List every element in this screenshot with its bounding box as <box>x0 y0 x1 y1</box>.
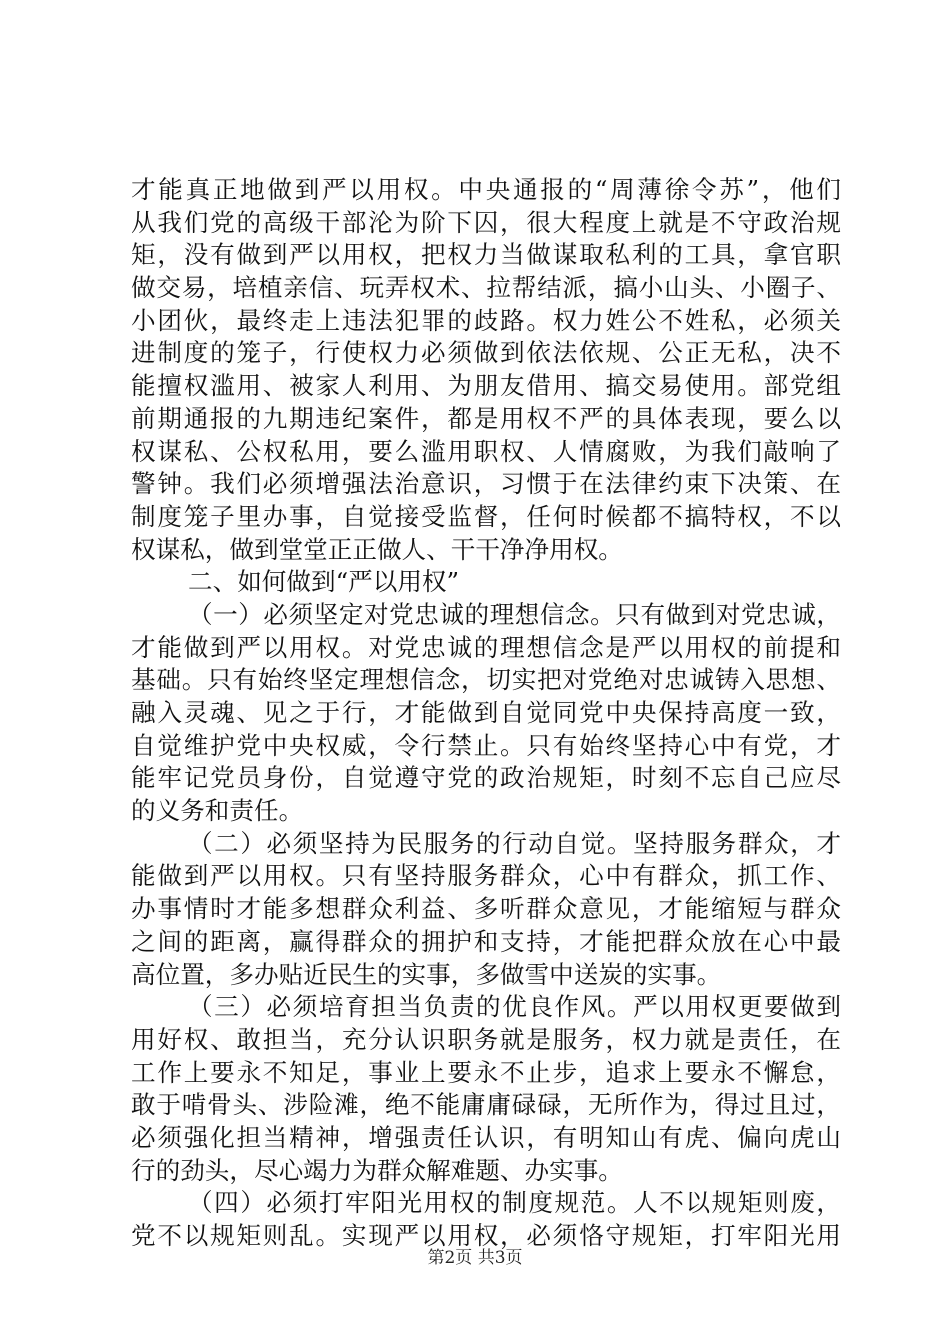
text-line: 必须强化担当精神，增强责任认识，有明知山有虎、偏向虎山 <box>131 1122 841 1152</box>
text-line: 之间的距离，赢得群众的拥护和支持，才能把群众放在心中最 <box>131 926 841 956</box>
text-line: 办事情时才能多想群众利益、多听群众意见，才能缩短与群众 <box>131 894 841 924</box>
text-line: 权谋私、公权私用，要么滥用职权、人情腐败，为我们敲响了 <box>131 436 841 466</box>
text-line: 前期通报的九期违纪案件，都是用权不严的具体表现，要么以 <box>131 403 841 433</box>
text-line: 工作上要永不知足，事业上要永不止步，追求上要永不懈怠， <box>131 1057 841 1087</box>
text-line: （二）必须坚持为民服务的行动自觉。坚持服务群众，才 <box>188 828 841 858</box>
document-body <box>131 174 841 1253</box>
text-line: （一）必须坚定对党忠诚的理想信念。只有做到对党忠诚， <box>188 599 841 629</box>
text-line: 能做到严以用权。只有坚持服务群众，心中有群众，抓工作、 <box>131 861 841 891</box>
text-line: 能牢记党员身份，自觉遵守党的政治规矩，时刻不忘自己应尽 <box>131 763 841 793</box>
text-line: 自觉维护党中央权威，令行禁止。只有始终坚持心中有党，才 <box>131 730 841 760</box>
text-line: 用好权、敢担当，充分认识职务就是服务，权力就是责任，在 <box>131 1024 841 1054</box>
text-line: 行的劲头，尽心竭力为群众解难题、办实事。 <box>131 1155 623 1185</box>
text-line: 才能做到严以用权。对党忠诚的理想信念是严以用权的前提和 <box>131 632 841 662</box>
text-line: 从我们党的高级干部沦为阶下囚，很大程度上就是不守政治规 <box>131 207 841 237</box>
text-line: 的义务和责任。 <box>131 796 304 826</box>
text-line: 二、如何做到“严以用权” <box>188 567 460 597</box>
text-line: 矩，没有做到严以用权，把权力当做谋取私利的工具，拿官职 <box>131 240 841 270</box>
text-line: （三）必须培育担当负责的优良作风。严以用权更要做到 <box>188 992 841 1022</box>
text-line: 融入灵魂、见之于行，才能做到自觉同党中央保持高度一致， <box>131 698 841 727</box>
text-line: 权谋私，做到堂堂正正做人、干干净净用权。 <box>131 534 623 564</box>
text-line: 才能真正地做到严以用权。中央通报的“周薄徐令苏”，他们 <box>131 175 841 204</box>
text-line: 小团伙，最终走上违法犯罪的歧路。权力姓公不姓私，必须关 <box>131 305 841 335</box>
text-line: 敢于啃骨头、涉险滩，绝不能庸庸碌碌，无所作为，得过且过， <box>131 1090 841 1120</box>
text-line: 进制度的笼子，行使权力必须做到依法依规、公正无私，决不 <box>131 338 841 368</box>
text-line: 基础。只有始终坚定理想信念，切实把对党绝对忠诚铸入思想、 <box>131 665 841 695</box>
text-line: 制度笼子里办事，自觉接受监督，任何时候都不搞特权，不以 <box>131 501 841 531</box>
page-footer: 第2页 共3页 <box>427 1248 523 1268</box>
text-line: 党不以规矩则乱。实现严以用权，必须恪守规矩，打牢阳光用 <box>131 1221 841 1250</box>
text-line: 能擅权滥用、被家人利用、为朋友借用、搞交易使用。部党组 <box>131 371 841 401</box>
text-line: （四）必须打牢阳光用权的制度规范。人不以规矩则废， <box>188 1188 841 1218</box>
text-line: 做交易，培植亲信、玩弄权术、拉帮结派，搞小山头、小圈子、 <box>131 273 841 303</box>
text-line: 高位置，多办贴近民生的实事，多做雪中送炭的实事。 <box>131 959 722 989</box>
text-line: 警钟。我们必须增强法治意识，习惯于在法律约束下决策、在 <box>131 469 841 499</box>
